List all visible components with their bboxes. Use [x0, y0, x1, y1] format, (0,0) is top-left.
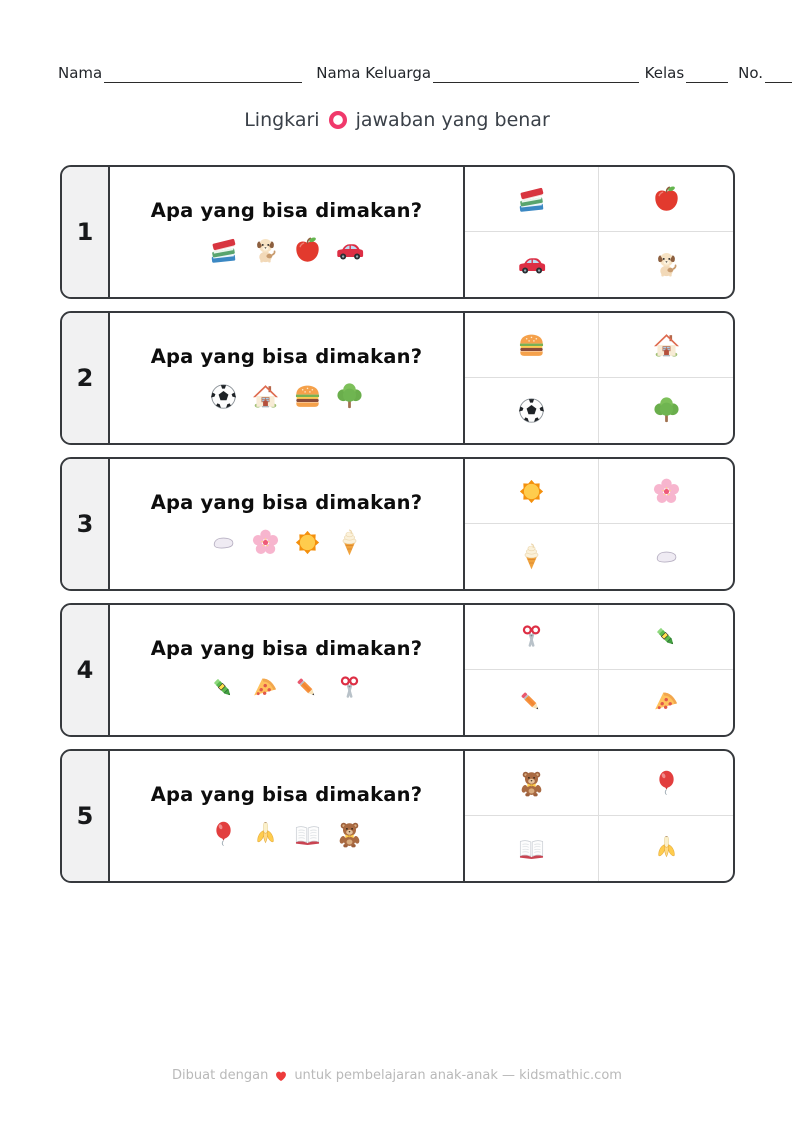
soccer-ball-icon	[208, 381, 239, 412]
kelas-field-line[interactable]	[686, 66, 728, 83]
kelas-label: Kelas	[644, 64, 685, 82]
answer-cell-tree[interactable]	[599, 378, 733, 443]
footer-text-before: Dibuat dengan	[172, 1068, 269, 1083]
answer-cell-books[interactable]	[465, 167, 599, 232]
footer-text-after: untuk pembelajaran anak-anak — kidsmathic.com	[294, 1068, 622, 1083]
question-text: Apa yang bisa dimakan?	[150, 344, 423, 368]
pizza-icon	[250, 673, 281, 704]
nama-keluarga-field-line[interactable]	[433, 66, 639, 83]
question-cell	[110, 167, 465, 297]
question-options	[208, 235, 365, 266]
dog-icon	[250, 235, 281, 266]
sun-icon	[516, 476, 547, 507]
rock-icon	[208, 527, 239, 558]
question-cell	[110, 313, 465, 443]
balloon-icon	[651, 768, 682, 799]
apple-icon	[651, 184, 682, 215]
teddy-bear-icon	[334, 819, 365, 850]
scissors-icon	[334, 673, 365, 704]
answer-cell-soccer-ball[interactable]	[465, 378, 599, 443]
question-cell	[110, 459, 465, 589]
nama-label: Nama	[58, 64, 103, 82]
answer-cell-pizza[interactable]	[599, 670, 733, 735]
rock-icon	[651, 541, 682, 572]
question-cell	[110, 751, 465, 881]
answer-cell-scissors[interactable]	[465, 605, 599, 670]
ice-cream-icon	[516, 541, 547, 572]
tree-icon	[334, 381, 365, 412]
answer-cell-crayon[interactable]	[599, 605, 733, 670]
answer-cell-pencil[interactable]	[465, 670, 599, 735]
name-header	[58, 64, 792, 83]
sun-icon	[292, 527, 323, 558]
books-icon	[516, 184, 547, 215]
question-text: Apa yang bisa dimakan?	[150, 782, 423, 806]
pencil-icon	[292, 673, 323, 704]
crayon-icon	[651, 622, 682, 653]
answer-cell-teddy-bear[interactable]	[465, 751, 599, 816]
burger-icon	[516, 330, 547, 361]
soccer-ball-icon	[516, 395, 547, 426]
apple-icon	[292, 235, 323, 266]
open-book-icon	[292, 819, 323, 850]
question-card-3	[60, 457, 735, 591]
balloon-icon	[208, 819, 239, 850]
answer-cell-rock[interactable]	[599, 524, 733, 589]
banana-icon	[651, 833, 682, 864]
answer-grid	[465, 167, 733, 297]
question-cell	[110, 605, 465, 735]
instruction-text-after: jawaban yang benar	[355, 109, 550, 131]
nama-keluarga-label: Nama Keluarga	[316, 64, 432, 82]
question-card-5	[60, 749, 735, 883]
answer-cell-car[interactable]	[465, 232, 599, 297]
row-number: 3	[62, 459, 110, 589]
question-options	[208, 527, 365, 558]
answer-cell-open-book[interactable]	[465, 816, 599, 881]
answer-cell-balloon[interactable]	[599, 751, 733, 816]
pencil-icon	[516, 687, 547, 718]
answer-cell-ice-cream[interactable]	[465, 524, 599, 589]
question-card-4	[60, 603, 735, 737]
pizza-icon	[651, 687, 682, 718]
answer-grid	[465, 459, 733, 589]
instruction-title	[0, 109, 794, 131]
instruction-text-before: Lingkari	[244, 109, 320, 131]
row-number: 4	[62, 605, 110, 735]
question-options	[208, 381, 365, 412]
burger-icon	[292, 381, 323, 412]
cherry-blossom-icon	[651, 476, 682, 507]
house-icon	[651, 330, 682, 361]
open-book-icon	[516, 833, 547, 864]
answer-grid	[465, 751, 733, 881]
question-options	[208, 673, 365, 704]
no-label: No.	[738, 64, 764, 82]
car-icon	[334, 235, 365, 266]
house-icon	[250, 381, 281, 412]
car-icon	[516, 249, 547, 280]
tree-icon	[651, 395, 682, 426]
cherry-blossom-icon	[250, 527, 281, 558]
crayon-icon	[208, 673, 239, 704]
question-card-2	[60, 311, 735, 445]
question-text: Apa yang bisa dimakan?	[150, 636, 423, 660]
teddy-bear-icon	[516, 768, 547, 799]
answer-cell-sun[interactable]	[465, 459, 599, 524]
answer-grid	[465, 313, 733, 443]
worksheet-rows	[60, 165, 735, 883]
question-text: Apa yang bisa dimakan?	[150, 198, 423, 222]
nama-field-line[interactable]	[104, 66, 302, 83]
row-number: 2	[62, 313, 110, 443]
circle-outline-icon	[328, 110, 348, 130]
answer-cell-cherry-blossom[interactable]	[599, 459, 733, 524]
answer-cell-dog[interactable]	[599, 232, 733, 297]
scissors-icon	[516, 622, 547, 653]
banana-icon	[250, 819, 281, 850]
heart-icon	[274, 1069, 288, 1083]
answer-cell-apple[interactable]	[599, 167, 733, 232]
question-text: Apa yang bisa dimakan?	[150, 490, 423, 514]
footer-credit	[0, 1068, 794, 1083]
answer-cell-burger[interactable]	[465, 313, 599, 378]
answer-cell-banana[interactable]	[599, 816, 733, 881]
books-icon	[208, 235, 239, 266]
dog-icon	[651, 249, 682, 280]
row-number: 1	[62, 167, 110, 297]
question-card-1	[60, 165, 735, 299]
answer-grid	[465, 605, 733, 735]
question-options	[208, 819, 365, 850]
row-number: 5	[62, 751, 110, 881]
ice-cream-icon	[334, 527, 365, 558]
no-field-line[interactable]	[765, 66, 792, 83]
answer-cell-house[interactable]	[599, 313, 733, 378]
